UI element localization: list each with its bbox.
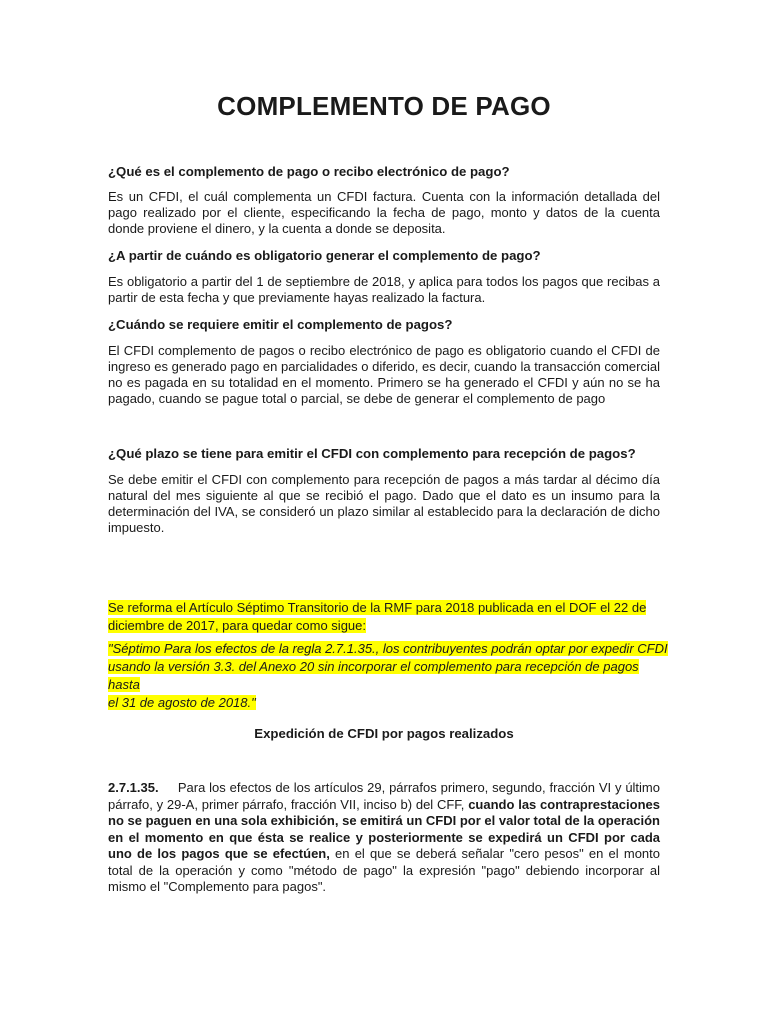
- quote-line-2: usando la versión 3.3. del Anexo 20 sin incorporar el complemento para recepción de pagos hasta: [108, 659, 639, 692]
- question-2: ¿A partir de cuándo es obligatorio generar el complemento de pago?: [108, 248, 541, 263]
- answer-2: Es obligatorio a partir del 1 de septiembre de 2018, y aplica para todos los pagos que recibas a partir de esta fecha y que previamente hayas realizado la factura.: [108, 274, 660, 305]
- rule-text-1: Para los efectos de los artículos 29, párrafos primero, segundo, fracción VI y último párrafo, y 29-A, primer párrafo, fracción VII, inciso b) del CFF,: [108, 780, 660, 812]
- rule-paragraph: [108, 780, 660, 896]
- question-4: ¿Qué plazo se tiene para emitir el CFDI con complemento para recepción de pagos?: [108, 446, 636, 461]
- rule-text-2: en el que se deberá señalar "cero pesos" en el monto total de la operación y como "método de pago" la expresión "pago" debiendo incorporar al mismo el "Complemento para pagos".: [108, 846, 661, 894]
- answer-4: Se debe emitir el CFDI con complemento para recepción de pagos a más tardar al décimo día natural del mes siguiente al que se recibió el pago. Dado que el dato es un insumo para la determinación del IVA, se consideró un plazo similar al establecido para la declaración de dicho impuesto.: [108, 472, 660, 535]
- quote-line-3: el 31 de agosto de 2018.": [108, 695, 256, 710]
- reform-notice: [108, 599, 668, 635]
- question-3: ¿Cuándo se requiere emitir el complemento de pagos?: [108, 317, 453, 332]
- answer-1: Es un CFDI, el cuál complementa un CFDI factura. Cuenta con la información detallada del pago realizado por el cliente, especificando la fecha de pago, monto y datos de la cuenta donde proviene el dinero, y la cuenta a donde se deposita.: [108, 189, 660, 236]
- reform-line-1: Se reforma el Artículo Séptimo Transitorio de la RMF para 2018 publicada en el DOF el 22 de: [108, 600, 647, 615]
- reform-line-2: diciembre de 2017, para quedar como sigue:: [108, 618, 366, 633]
- answer-3: El CFDI complemento de pagos o recibo electrónico de pago es obligatorio cuando el CFDI de ingreso es generado pago en parcialidades o diferido, es decir, cuando la transacción comercial no es pagada en su totalidad en el momento. Primero se ha generado el CFDI y aún no se ha pagado, cuando se pague total o parcial, se debe de generar el complemento de pago: [108, 343, 660, 406]
- section-subtitle: Expedición de CFDI por pagos realizados: [254, 726, 514, 741]
- page-title: COMPLEMENTO DE PAGO: [217, 91, 551, 121]
- question-1: ¿Qué es el complemento de pago o recibo electrónico de pago?: [108, 164, 510, 179]
- reform-quote: [108, 640, 668, 712]
- rule-number: 2.7.1.35.: [108, 780, 159, 795]
- rule-bold-text: cuando las contraprestaciones no se paguen en una sola exhibición, se emitirá un CFDI por el valor total de la operación en el momento en que ésta se realice y posteriormente se expedirá un CFDI por cada uno de los pagos que se efectúen,: [108, 796, 660, 861]
- quote-line-1: "Séptimo Para los efectos de la regla 2.7.1.35., los contribuyentes podrán optar por expedir CFDI: [108, 641, 668, 656]
